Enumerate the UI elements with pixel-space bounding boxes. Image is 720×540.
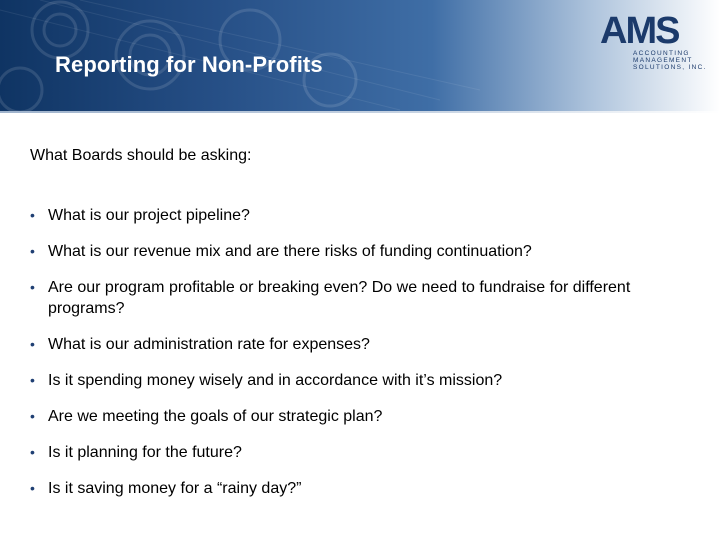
bullet-text: What is our project pipeline? (48, 207, 250, 224)
slide-header (0, 0, 720, 112)
bullet-text: Are our program profitable or breaking even? Do we need to fundraise for different programs? (48, 279, 631, 317)
bullet-icon: • (30, 444, 35, 460)
bullet-icon: • (30, 408, 35, 424)
bullet-icon: • (30, 480, 35, 496)
slide-title: Reporting for Non-Profits (55, 52, 323, 77)
bullet-item (30, 277, 700, 319)
bullet-icon: • (30, 279, 35, 295)
bullet-text: What is our revenue mix and are there risks of funding continuation? (48, 243, 532, 260)
bullet-item (30, 241, 700, 262)
bullet-item (30, 370, 700, 391)
bullet-text: Is it spending money wisely and in accordance with it’s mission? (48, 372, 503, 389)
bullet-text: What is our administration rate for expenses? (48, 336, 370, 353)
bullet-list (30, 205, 700, 514)
logo-mark: AMS (600, 10, 679, 52)
bullet-text: Are we meeting the goals of our strategic plan? (48, 408, 383, 425)
bullet-icon: • (30, 207, 35, 223)
ams-logo (600, 12, 710, 78)
logo-subtitle-line1: ACCOUNTING (633, 50, 690, 57)
bullet-icon: • (30, 243, 35, 259)
header-divider (0, 111, 720, 113)
bullet-item (30, 406, 700, 427)
logo-subtitle-line3: SOLUTIONS, INC. (633, 64, 707, 71)
bullet-icon: • (30, 372, 35, 388)
intro-text: What Boards should be asking: (30, 147, 252, 164)
bullet-text: Is it saving money for a “rainy day?” (48, 480, 302, 497)
bullet-item (30, 334, 700, 355)
logo-subtitle-line2: MANAGEMENT (633, 57, 693, 64)
bullet-item (30, 442, 700, 463)
bullet-text: Is it planning for the future? (48, 444, 242, 461)
bullet-item (30, 478, 700, 499)
bullet-icon: • (30, 336, 35, 352)
bullet-item (30, 205, 700, 226)
